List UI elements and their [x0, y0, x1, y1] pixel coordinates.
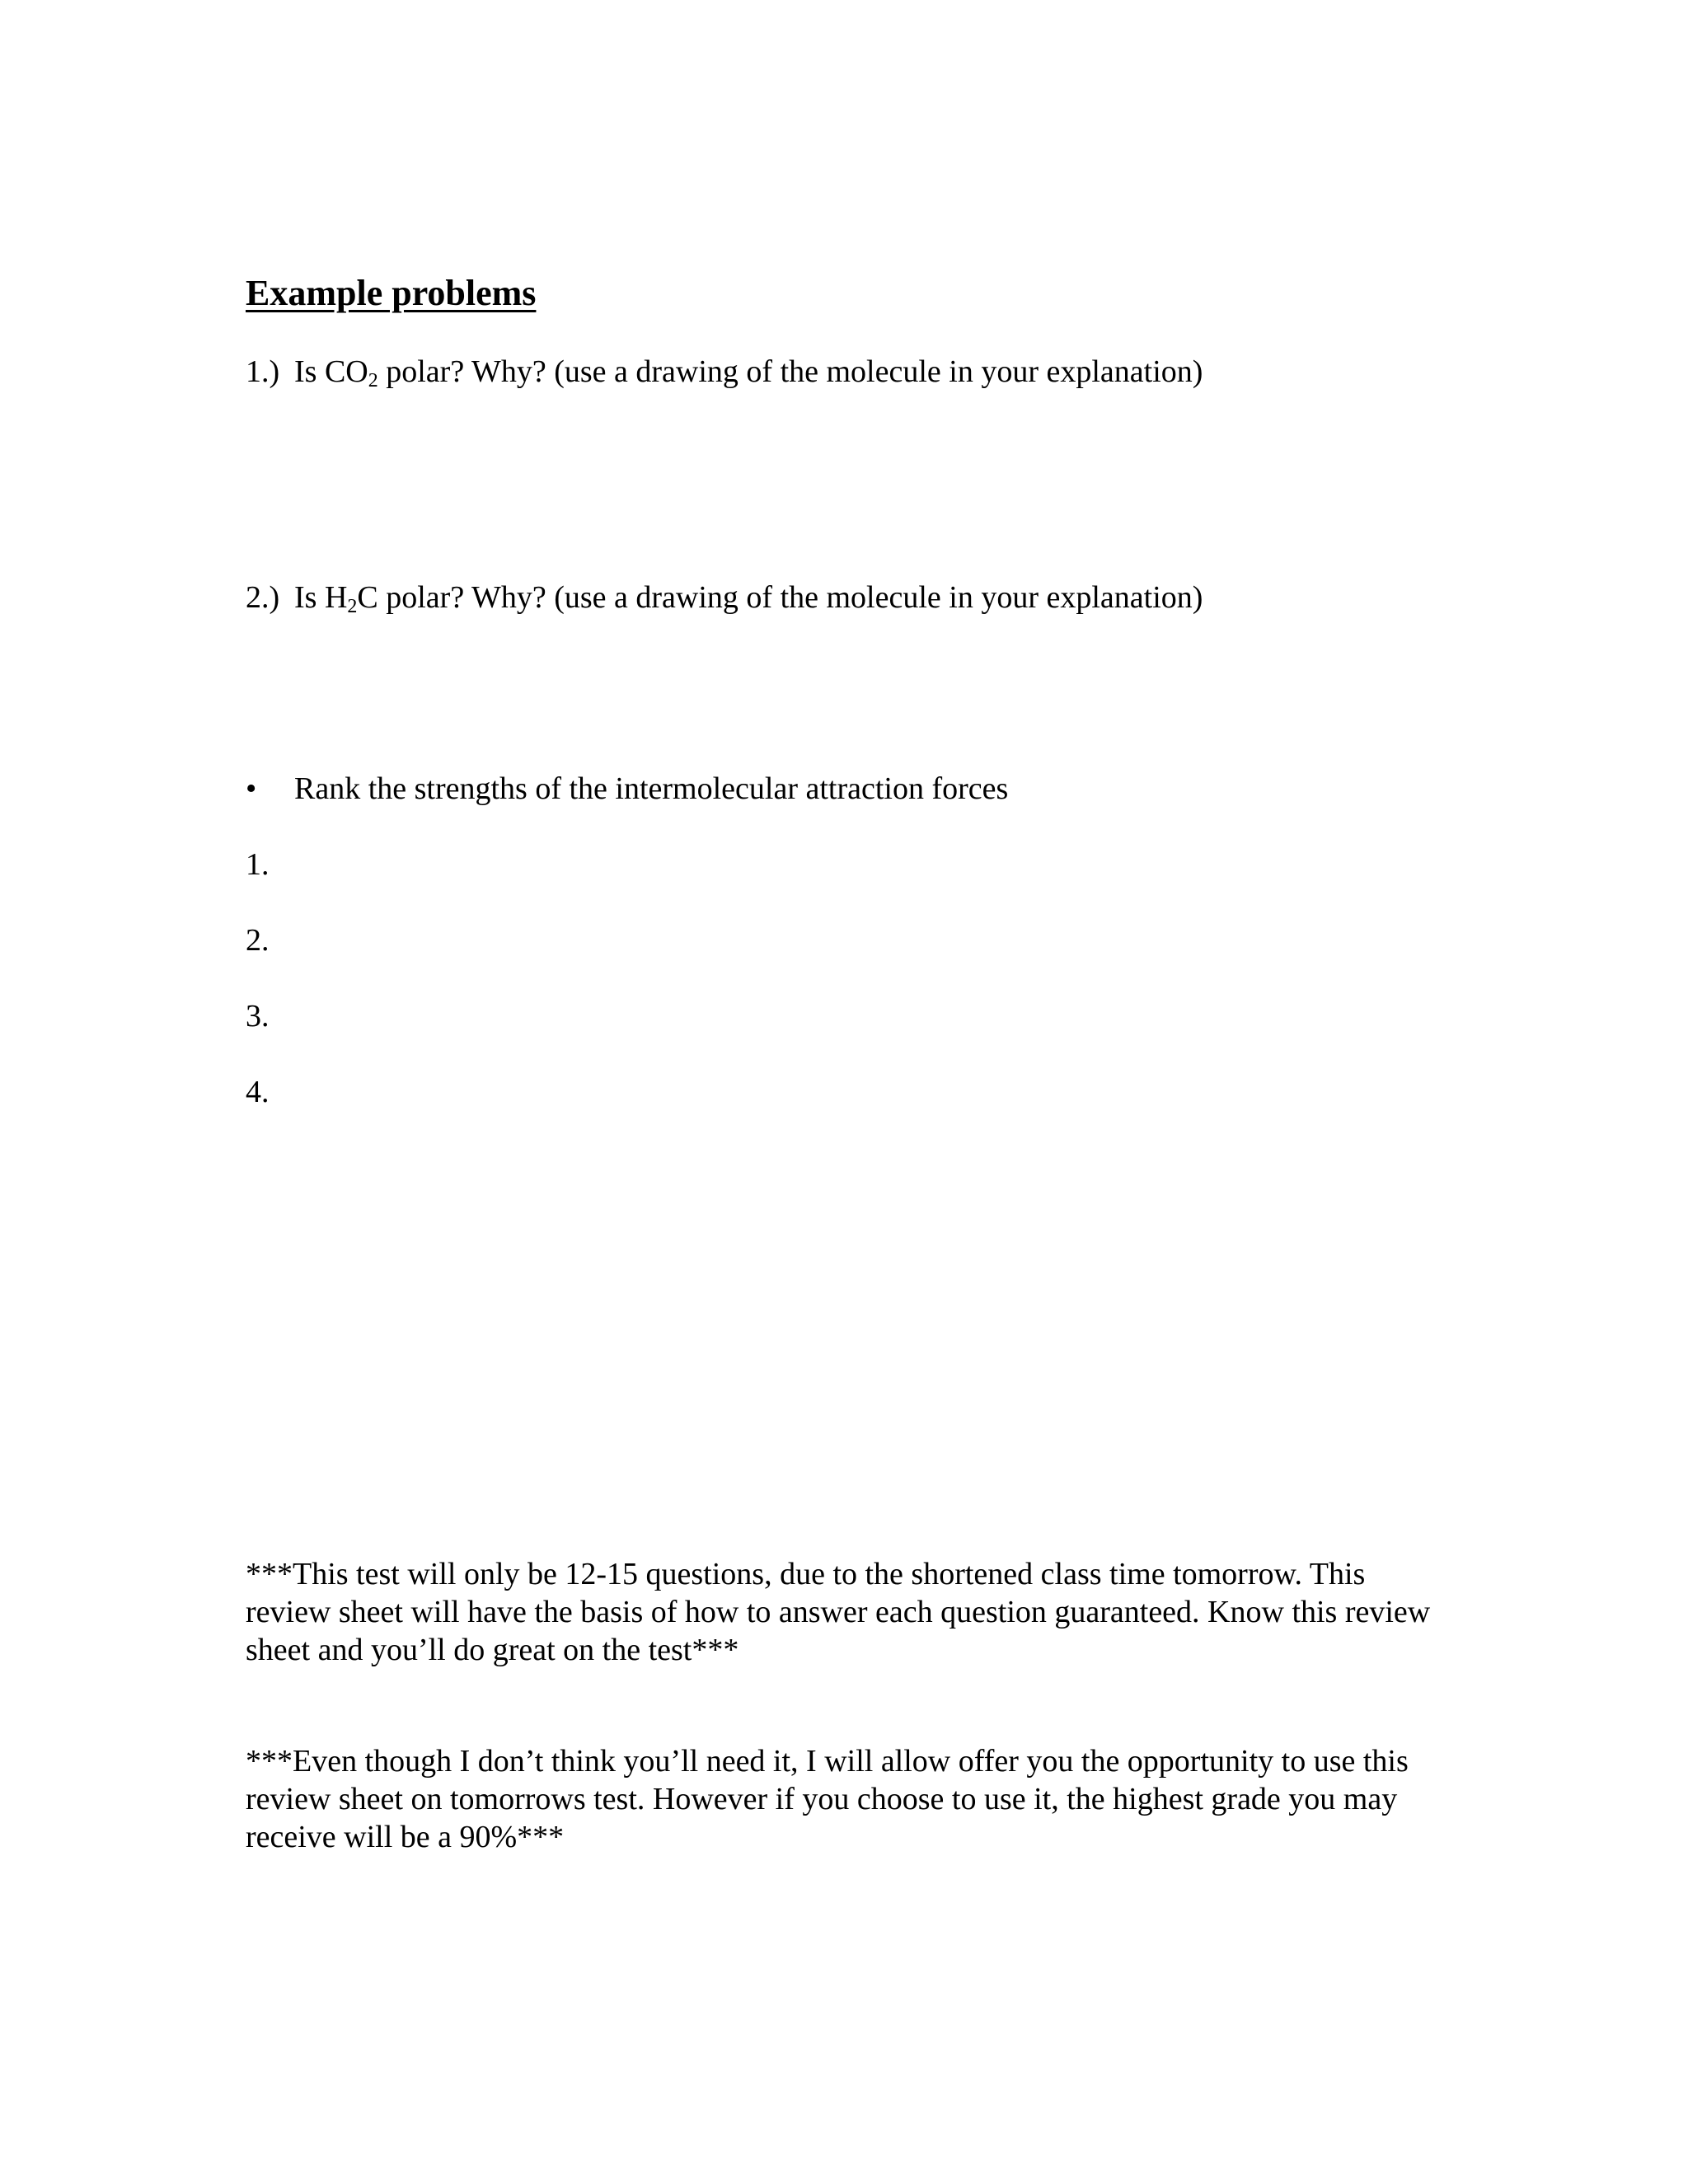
question-1-number: 1.) [246, 354, 280, 389]
rank-prompt-text: Rank the strengths of the intermolecular attraction forces [294, 771, 1009, 806]
page-heading: Example problems [246, 273, 537, 313]
bullet-icon: • [246, 771, 257, 806]
question-1-prefix: Is CO [294, 354, 368, 389]
question-1-suffix: polar? Why? (use a drawing of the molecule in your explanation) [377, 354, 1203, 389]
question-2-prefix: Is H [294, 580, 348, 615]
question-2-number: 2.) [246, 580, 280, 615]
question-2-text [294, 579, 1203, 616]
question-1-text [294, 353, 1203, 391]
rank-item-4: 4. [246, 1075, 270, 1109]
rank-item-3: 3. [246, 999, 270, 1033]
question-2-suffix: C polar? Why? (use a drawing of the molecule in your explanation) [357, 580, 1203, 615]
question-2-subscript: 2 [347, 596, 358, 617]
note-paragraph-2: ***Even though I don’t think you’ll need it, I will allow offer you the opportunity to use this review sheet on tomorrows test. However if you choose to use it, the highest grade you may receive will be a 90%*** [246, 1744, 1409, 1854]
rank-item-2: 2. [246, 923, 270, 958]
rank-item-1: 1. [246, 847, 270, 882]
note-paragraph-1: ***This test will only be 12-15 questions, due to the shortened class time tomorrow. This review sheet will have the basis of how to answer each question guaranteed. Know this review sheet and you’ll do great on the test*** [246, 1557, 1431, 1667]
question-1-subscript: 2 [368, 370, 378, 391]
